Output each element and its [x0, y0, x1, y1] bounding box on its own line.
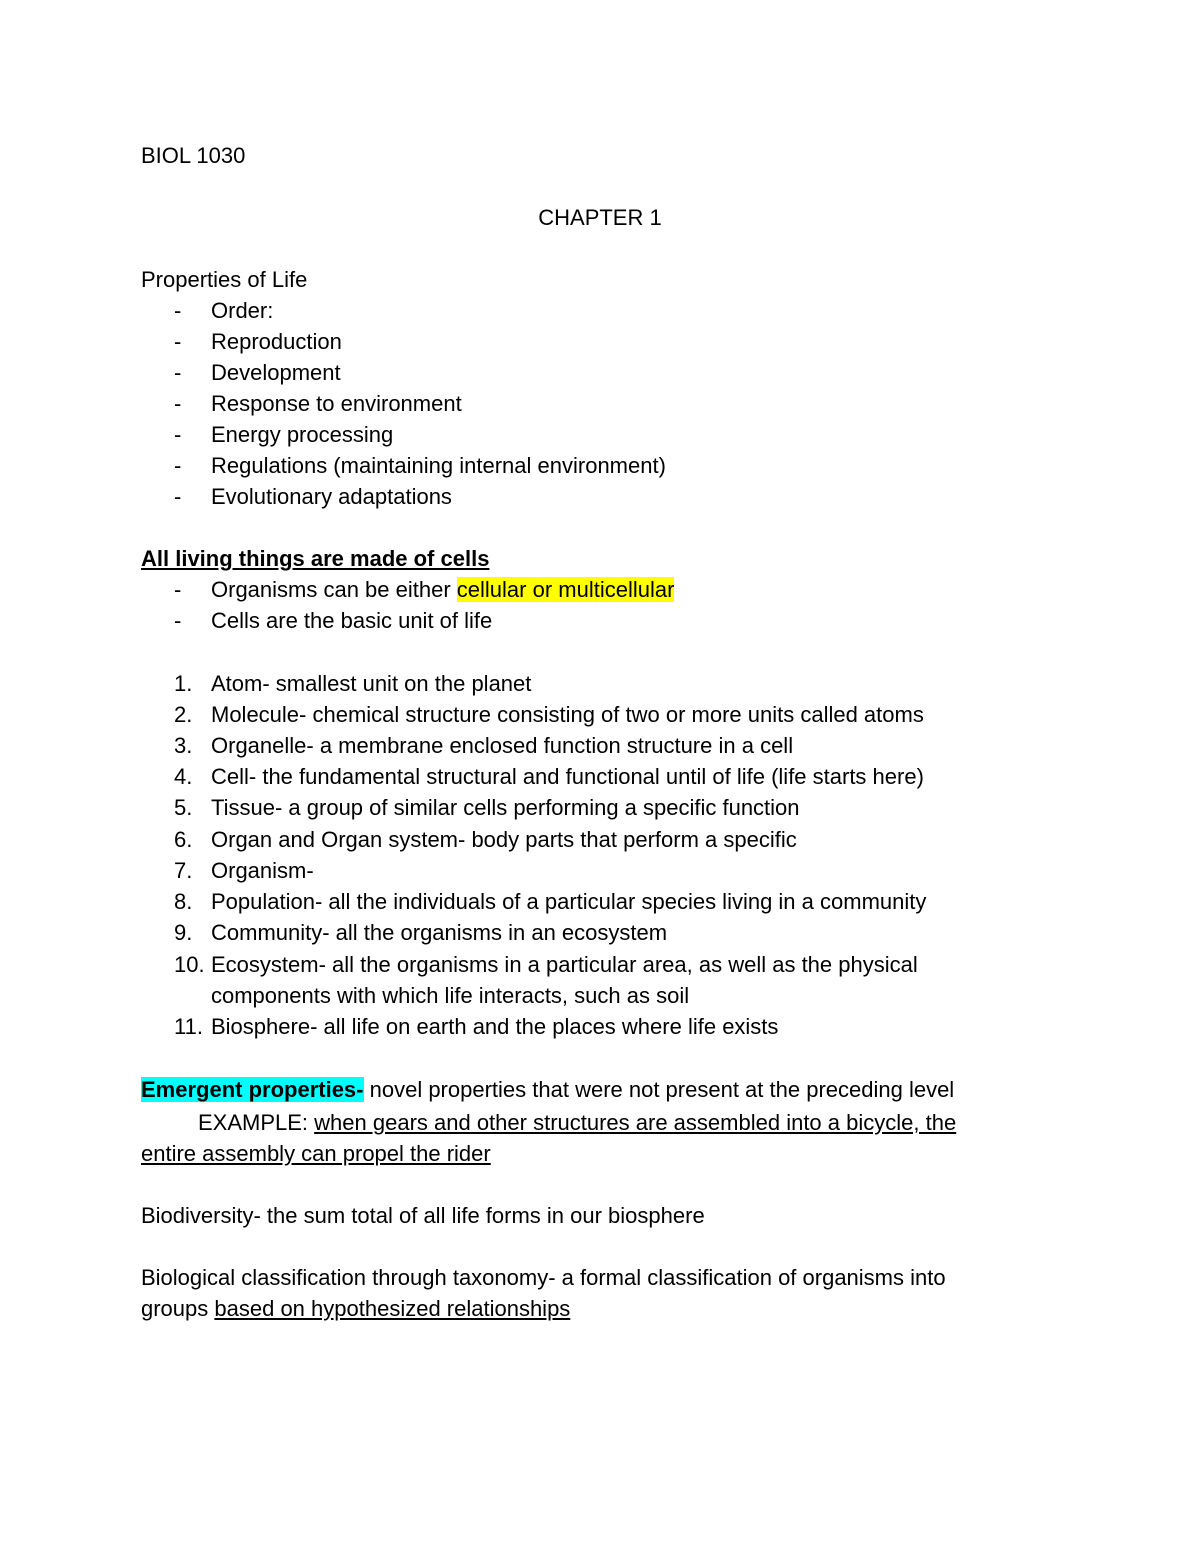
example-text-cont: entire assembly can propel the rider [141, 1141, 491, 1166]
classification-line2: groups based on hypothesized relationships [141, 1296, 571, 1321]
emergent-term: Emergent properties- [141, 1077, 364, 1102]
biodiversity-text: Biodiversity- the sum total of all life forms in our biosphere [141, 1203, 705, 1228]
example-line: EXAMPLE: when gears and other structures are assembled into a bicycle, the [198, 1110, 957, 1135]
document-page: BIOL 1030 CHAPTER 1 Properties of Life - Order: - Reproduction - Development - Response to environment - Energy processing - Regulations (maintaining internal environment) - Evolutionary adaptations All living things are made of cells - Organisms can be either cellular or multicellular - Cells are the basic unit of life 1. Atom- smallest unit on the planet 2. Molecule- chemical structure consisting of two or more units called atoms 3. Organelle- a membrane enclosed function structure in a cell 4. Cell- the fundamental structural and functional until of life (life starts here) 5. Tissue- a group of similar cells performing a specific function 6. Organ and Organ system- body parts that perform a specific 7. Organism- 8. Population- all the individuals of a particular species living in a community 9. Community- all the organisms in an ecosystem 10. Ecosystem- all the organisms in a particular area, as well as the physical components with which life interacts, such as soil 11. Biosphere- all life on earth and the places where life exists Emergent properties- novel properties that were not present at the preceding level EXAMPLE: when gears and other structures are assembled into a bicycle, the entire assembly can propel the rider Biodiversity- the sum total of all life forms in our biosphere Biological classification through taxonomy- a formal classification of organisms into groups based on hypothesized relationships [0, 0, 1200, 1553]
example-text: when gears and other structures are assembled into a bicycle, the [314, 1110, 957, 1135]
course-code: BIOL 1030 [141, 143, 246, 168]
cells-heading: All living things are made of cells [141, 546, 490, 571]
highlighted-text: cellular or multicellular [456, 577, 675, 602]
emergent-properties-line: Emergent properties- novel properties that were not present at the preceding level [141, 1077, 955, 1102]
chapter-title: CHAPTER 1 [538, 205, 662, 230]
properties-heading: Properties of Life [141, 267, 308, 292]
classification-line1: Biological classification through taxonomy- a formal classification of organisms into [141, 1265, 946, 1290]
